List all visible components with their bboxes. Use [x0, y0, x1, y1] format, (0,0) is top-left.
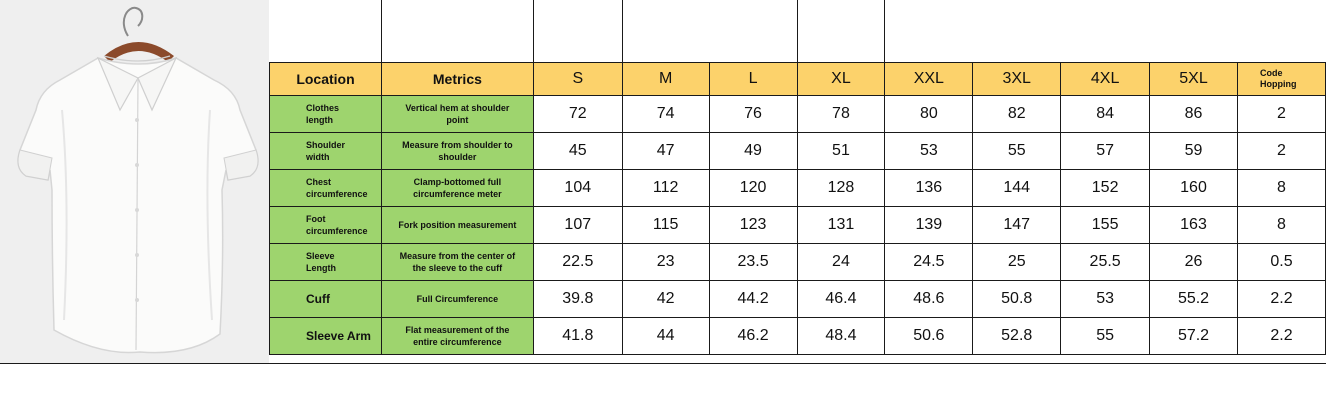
size-value-cell: 22.5	[533, 244, 622, 281]
size-value-cell: 46.2	[709, 318, 797, 355]
size-value-cell: 82	[973, 96, 1061, 133]
size-chart-table	[269, 0, 1326, 355]
size-value-cell: 128	[797, 170, 885, 207]
metric-cell	[381, 96, 533, 133]
size-value-cell: 47	[622, 133, 709, 170]
size-header: M	[622, 63, 709, 96]
metric-text-line: Full Circumference	[416, 294, 499, 304]
header-row	[270, 63, 1326, 96]
size-value-cell: 24.5	[885, 244, 973, 281]
size-value-cell: 76	[709, 96, 797, 133]
location-header: Location	[270, 63, 382, 96]
blank-cell	[885, 0, 1326, 63]
size-value-cell: 112	[622, 170, 709, 207]
size-value-cell: 51	[797, 133, 885, 170]
location-text-line: Cuff	[306, 292, 330, 306]
size-value-cell: 49	[709, 133, 797, 170]
size-value-cell: 123	[709, 207, 797, 244]
size-value-cell: 25.5	[1061, 244, 1150, 281]
metric-text-line: Measure from the center of	[399, 251, 516, 261]
size-value-cell: 59	[1150, 133, 1238, 170]
size-value-cell: 44.2	[709, 281, 797, 318]
size-value-cell: 84	[1061, 96, 1150, 133]
size-value-cell: 160	[1150, 170, 1238, 207]
code-hopping-cell: 2	[1237, 96, 1325, 133]
size-header: S	[533, 63, 622, 96]
code-hopping-header	[1237, 63, 1325, 96]
size-value-cell: 147	[973, 207, 1061, 244]
code-hopping-cell: 2.2	[1237, 281, 1325, 318]
metric-cell	[381, 318, 533, 355]
size-value-cell: 48.4	[797, 318, 885, 355]
code-hopping-label-line: Code	[1259, 68, 1283, 78]
metric-text-line: Measure from shoulder to	[402, 140, 513, 150]
table-row	[270, 244, 1326, 281]
size-value-cell: 25	[973, 244, 1061, 281]
blank-cell	[381, 0, 533, 63]
location-text-line: Length	[306, 263, 336, 273]
size-value-cell: 50.6	[885, 318, 973, 355]
location-text-line: Sleeve	[306, 251, 335, 261]
size-value-cell: 39.8	[533, 281, 622, 318]
metric-text-line: point	[446, 115, 469, 125]
location-cell	[270, 207, 382, 244]
location-cell	[270, 170, 382, 207]
size-value-cell: 44	[622, 318, 709, 355]
location-text-line: circumference	[306, 189, 368, 199]
table-row	[270, 170, 1326, 207]
blank-cell	[622, 0, 797, 63]
size-value-cell: 53	[885, 133, 973, 170]
size-value-cell: 107	[533, 207, 622, 244]
size-value-cell: 46.4	[797, 281, 885, 318]
location-text-line: length	[306, 115, 333, 125]
location-cell	[270, 281, 382, 318]
metric-text-line: circumference meter	[413, 189, 502, 199]
size-value-cell: 57.2	[1150, 318, 1238, 355]
metric-text-line: Flat measurement of the	[405, 325, 510, 335]
size-value-cell: 23	[622, 244, 709, 281]
blank-cell	[797, 0, 885, 63]
location-cell	[270, 244, 382, 281]
metric-cell	[381, 244, 533, 281]
size-value-cell: 115	[622, 207, 709, 244]
size-value-cell: 53	[1061, 281, 1150, 318]
location-cell	[270, 133, 382, 170]
table-bottom-border	[0, 363, 1326, 364]
blank-top-row	[270, 0, 1326, 63]
metric-cell	[381, 207, 533, 244]
location-text-line: Foot	[306, 214, 326, 224]
metric-text-line: entire circumference	[413, 337, 502, 347]
size-value-cell: 86	[1150, 96, 1238, 133]
metric-cell	[381, 281, 533, 318]
metric-text-line: Fork position measurement	[398, 220, 517, 230]
location-text-line: circumference	[306, 226, 368, 236]
metric-text-line: shoulder	[438, 152, 477, 162]
size-header: XXL	[885, 63, 973, 96]
size-value-cell: 55	[973, 133, 1061, 170]
size-value-cell: 139	[885, 207, 973, 244]
size-value-cell: 48.6	[885, 281, 973, 318]
location-text-line: Chest	[306, 177, 332, 187]
metric-cell	[381, 170, 533, 207]
blank-cell	[533, 0, 622, 63]
metric-cell	[381, 133, 533, 170]
code-hopping-label-line: Hopping	[1259, 79, 1297, 89]
size-value-cell: 72	[533, 96, 622, 133]
location-text-line: Sleeve Arm	[306, 329, 371, 343]
size-value-cell: 104	[533, 170, 622, 207]
table-row	[270, 133, 1326, 170]
location-text-line: Clothes	[306, 103, 340, 113]
table-row	[270, 281, 1326, 318]
size-value-cell: 42	[622, 281, 709, 318]
table-row	[270, 96, 1326, 133]
product-photo	[0, 0, 269, 363]
size-value-cell: 80	[885, 96, 973, 133]
size-value-cell: 152	[1061, 170, 1150, 207]
size-value-cell: 26	[1150, 244, 1238, 281]
size-value-cell: 74	[622, 96, 709, 133]
size-value-cell: 120	[709, 170, 797, 207]
size-value-cell: 136	[885, 170, 973, 207]
location-text-line: Shoulder	[306, 140, 346, 150]
code-hopping-cell: 8	[1237, 207, 1325, 244]
size-value-cell: 41.8	[533, 318, 622, 355]
size-value-cell: 78	[797, 96, 885, 133]
size-value-cell: 55	[1061, 318, 1150, 355]
size-value-cell: 144	[973, 170, 1061, 207]
size-header: L	[709, 63, 797, 96]
size-header: 4XL	[1061, 63, 1150, 96]
size-value-cell: 57	[1061, 133, 1150, 170]
size-value-cell: 52.8	[973, 318, 1061, 355]
location-cell	[270, 318, 382, 355]
metric-text-line: the sleeve to the cuff	[412, 263, 503, 273]
size-value-cell: 163	[1150, 207, 1238, 244]
code-hopping-cell: 2.2	[1237, 318, 1325, 355]
blank-cell	[270, 0, 382, 63]
size-header: 5XL	[1150, 63, 1238, 96]
code-hopping-cell: 2	[1237, 133, 1325, 170]
location-cell	[270, 96, 382, 133]
size-value-cell: 23.5	[709, 244, 797, 281]
size-value-cell: 24	[797, 244, 885, 281]
size-value-cell: 50.8	[973, 281, 1061, 318]
table-row	[270, 318, 1326, 355]
table-row	[270, 207, 1326, 244]
metrics-header: Metrics	[381, 63, 533, 96]
code-hopping-cell: 0.5	[1237, 244, 1325, 281]
size-value-cell: 55.2	[1150, 281, 1238, 318]
size-value-cell: 45	[533, 133, 622, 170]
size-value-cell: 131	[797, 207, 885, 244]
shirt-on-hanger-icon	[0, 0, 269, 363]
size-header: 3XL	[973, 63, 1061, 96]
location-text-line: width	[306, 152, 330, 162]
size-header: XL	[797, 63, 885, 96]
metric-text-line: Clamp-bottomed full	[413, 177, 502, 187]
size-value-cell: 155	[1061, 207, 1150, 244]
code-hopping-cell: 8	[1237, 170, 1325, 207]
metric-text-line: Vertical hem at shoulder	[405, 103, 510, 113]
